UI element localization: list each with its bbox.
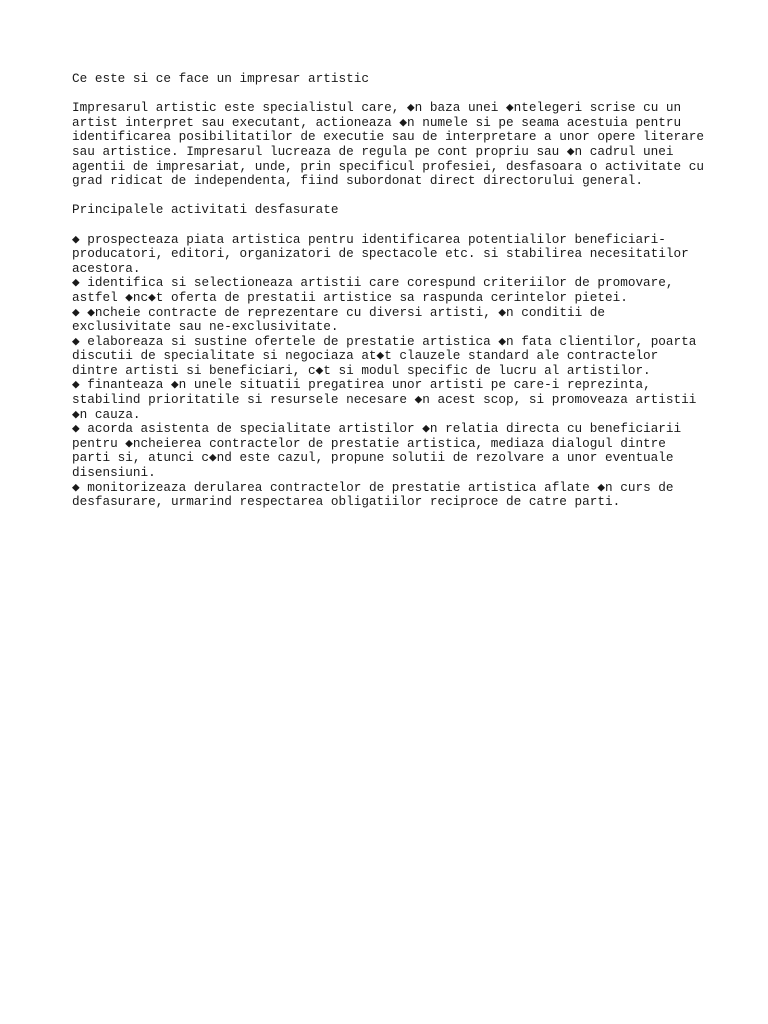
activity-line: desfasurare, urmarind respectarea obligatiilor reciproce de catre parti. [72,494,621,510]
intro-paragraph [72,101,712,189]
intro-line: artist interpret sau executant, actioneaza ◆n numele si pe seama acestuia pentru [72,114,682,130]
activity-line: ◆ identifica si selectioneaza artistii care corespund criteriilor de promovare, [72,275,674,291]
document-page [72,72,712,510]
intro-line: sau artistice. Impresarul lucreaza de regula pe cont propriu sau ◆n cadrul unei [72,143,674,159]
activity-line: ◆ finanteaza ◆n unele situatii pregatirea unor artisti pe care-i reprezinta, [72,377,651,393]
activity-line: astfel ◆nc◆t oferta de prestatii artistice sa raspunda cerintelor pietei. [72,289,628,305]
document-title: Ce este si ce face un impresar artistic [72,71,369,86]
section-heading: Principalele activitati desfasurate [72,202,339,218]
activity-line: ◆ acorda asistenta de specialitate artistilor ◆n relatia directa cu beneficiarii [72,421,682,437]
activity-line: stabilind prioritatile si resursele necesare ◆n acest scop, si promoveaza artistii [72,392,697,408]
activity-line: ◆ prospecteaza piata artistica pentru identificarea potentialilor beneficiari- [72,231,666,247]
spacer [72,218,712,233]
activity-line: ◆ elaboreaza si sustine ofertele de prestatie artistica ◆n fata clientilor, poarta [72,333,697,349]
activity-line: ◆n cauza. [72,406,141,422]
activity-line: exclusivitate sau ne-exclusivitate. [72,319,339,335]
activity-line: discutii de specialitate si negociaza at◆t clauzele standard ale contractelor [72,348,659,364]
spacer [72,87,712,102]
activity-line: pentru ◆ncheierea contractelor de prestatie artistica, mediaza dialogul dintre [72,435,666,451]
activity-line: acestora. [72,260,141,276]
activities-list [72,233,712,510]
intro-line: agentii de impresariat, unde, prin specificul profesiei, desfasoara o activitate cu [72,158,704,174]
intro-line: grad ridicat de independenta, fiind subordonat direct directorului general. [72,173,644,189]
intro-line: Impresarul artistic este specialistul care, ◆n baza unei ◆ntelegeri scrise cu un [72,100,682,116]
intro-line: identificarea posibilitatilor de executie sau de interpretare a unor opere literare [72,129,704,145]
activity-line: ◆ ◆ncheie contracte de reprezentare cu diversi artisti, ◆n conditii de [72,304,606,320]
activity-line: ◆ monitorizeaza derularea contractelor de prestatie artistica aflate ◆n curs de [72,479,674,495]
activity-line: disensiuni. [72,465,156,481]
activity-line: dintre artisti si beneficiari, c◆t si modul specific de lucru al artistilor. [72,362,651,378]
spacer [72,189,712,204]
activity-line: parti si, atunci c◆nd este cazul, propune solutii de rezolvare a unor eventuale [72,450,674,466]
activity-line: producatori, editori, organizatori de spectacole etc. si stabilirea necesitatilor [72,246,689,262]
